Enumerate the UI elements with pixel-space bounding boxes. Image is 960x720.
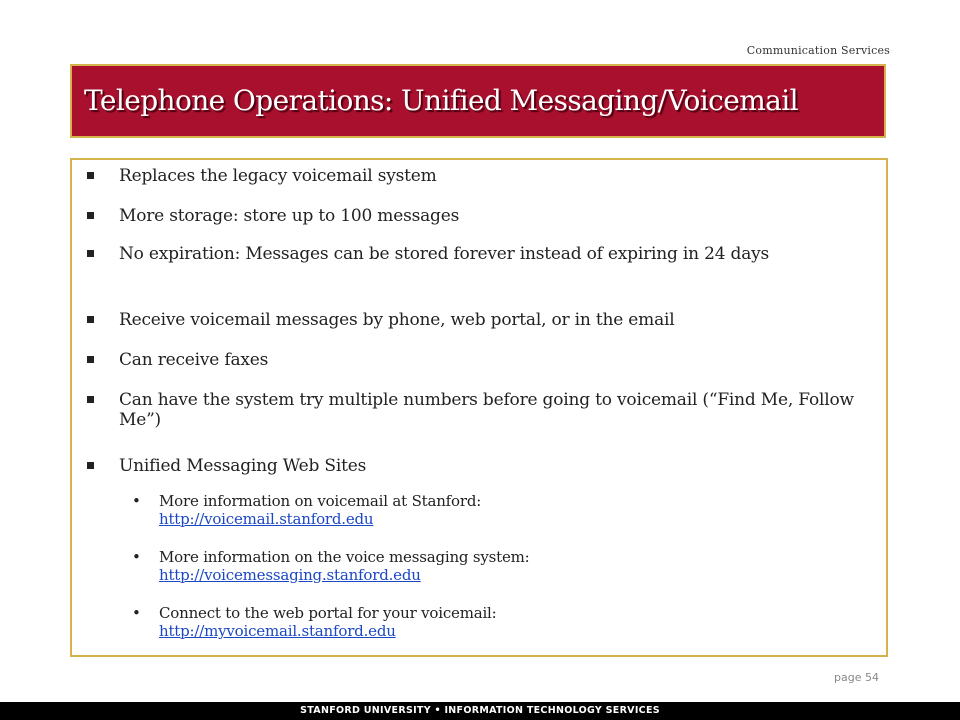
footer-org-text: STANFORD UNIVERSITY • INFORMATION TECHNOLOGY SERVICES: [300, 705, 660, 716]
bullet-text: Receive voicemail messages by phone, web portal, or in the email: [119, 310, 675, 330]
bullet-item: [87, 206, 867, 226]
bullet-item: [87, 390, 867, 430]
square-bullet-icon: [87, 250, 94, 257]
bullet-item: [87, 310, 867, 330]
title-bar: [70, 64, 886, 138]
square-bullet-icon: [87, 462, 94, 469]
sub-bullet-item: [132, 492, 852, 528]
footer-bar: [0, 702, 960, 720]
sub-bullet-item: [132, 604, 852, 640]
sub-bullet-item: [132, 548, 852, 584]
bullet-item: [87, 350, 867, 370]
page-number: page 54: [834, 671, 879, 684]
bullet-text: More storage: store up to 100 messages: [119, 206, 460, 226]
bullet-text: Replaces the legacy voicemail system: [119, 166, 437, 186]
voicemail-link[interactable]: http://voicemail.stanford.edu: [159, 510, 374, 528]
dot-bullet-icon: •: [132, 604, 141, 622]
square-bullet-icon: [87, 212, 94, 219]
bullet-text: Can have the system try multiple numbers before going to voicemail (“Find Me, Follow Me”): [119, 390, 854, 430]
bullet-item: [87, 166, 867, 186]
sub-bullet-text: More information on voicemail at Stanford:: [159, 492, 482, 510]
dot-bullet-icon: •: [132, 548, 141, 566]
sub-bullet-text: More information on the voice messaging system:: [159, 548, 530, 566]
bullet-text: No expiration: Messages can be stored forever instead of expiring in 24 days: [119, 244, 770, 264]
square-bullet-icon: [87, 356, 94, 363]
bullet-item: [87, 244, 867, 264]
square-bullet-icon: [87, 172, 94, 179]
dot-bullet-icon: •: [132, 492, 141, 510]
department-label: Communication Services: [746, 44, 890, 57]
bullet-item: [87, 456, 867, 476]
myvoicemail-link[interactable]: http://myvoicemail.stanford.edu: [159, 622, 396, 640]
square-bullet-icon: [87, 396, 94, 403]
slide-title: Telephone Operations: Unified Messaging/Voicemail: [84, 84, 798, 117]
voicemessaging-link[interactable]: http://voicemessaging.stanford.edu: [159, 566, 421, 584]
sub-bullet-text: Connect to the web portal for your voicemail:: [159, 604, 497, 622]
square-bullet-icon: [87, 316, 94, 323]
content-box: [70, 158, 888, 657]
bullet-text: Can receive faxes: [119, 350, 269, 370]
bullet-text: Unified Messaging Web Sites: [119, 456, 367, 476]
